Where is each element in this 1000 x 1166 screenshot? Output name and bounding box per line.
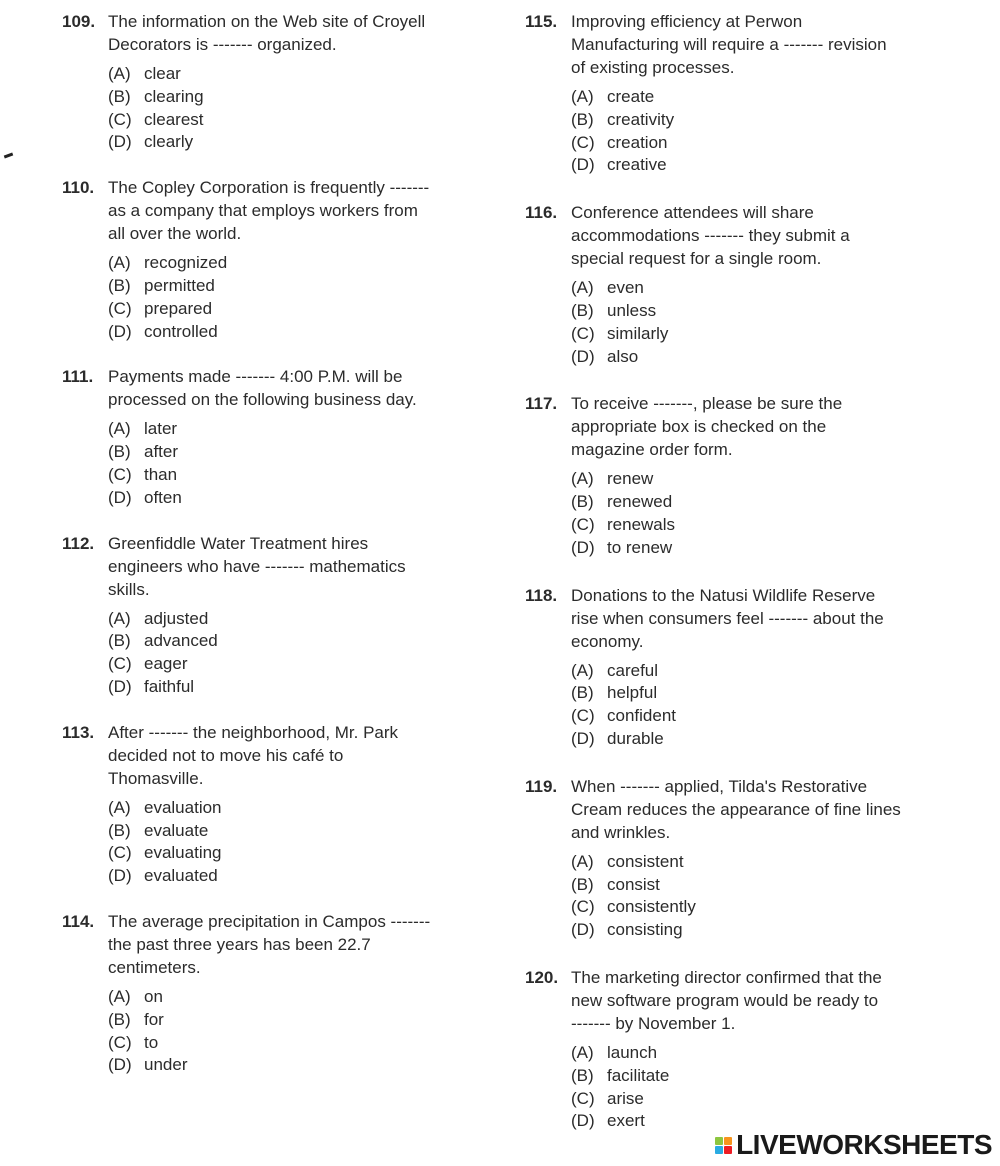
option-letter: (B) bbox=[571, 683, 594, 703]
option-text: helpful bbox=[607, 683, 658, 703]
option-letter: (B) bbox=[108, 442, 131, 462]
question bbox=[62, 721, 502, 888]
answer-option[interactable] bbox=[108, 608, 502, 631]
option-letter: (A) bbox=[571, 278, 594, 298]
answer-options bbox=[108, 608, 502, 699]
option-letter: (A) bbox=[571, 87, 594, 106]
option-letter: (A) bbox=[571, 660, 594, 680]
question-text: The Copley Corporation is frequently ------- as a company that employs workers from all over the world. bbox=[108, 178, 430, 244]
option-text: creation bbox=[607, 132, 668, 152]
option-letter: (C) bbox=[571, 1088, 595, 1108]
option-text: exert bbox=[607, 1111, 645, 1131]
option-text: facilitate bbox=[607, 1065, 670, 1085]
answer-option[interactable] bbox=[108, 252, 502, 275]
option-text: permitted bbox=[144, 275, 215, 295]
option-text: confident bbox=[607, 706, 676, 726]
option-letter: (D) bbox=[571, 920, 595, 940]
question-text: The average precipitation in Campos ------- the past three years has been 22.7 centimeters. bbox=[108, 911, 431, 977]
answer-option[interactable] bbox=[571, 514, 975, 537]
option-text: create bbox=[607, 87, 655, 106]
option-text: after bbox=[144, 442, 179, 462]
question bbox=[525, 584, 975, 751]
liveworksheets-logo bbox=[715, 1130, 992, 1160]
option-letter: (A) bbox=[108, 253, 131, 273]
answer-option[interactable] bbox=[108, 441, 502, 464]
option-letter: (B) bbox=[571, 492, 594, 512]
option-text: controlled bbox=[144, 321, 218, 341]
answer-option[interactable] bbox=[571, 154, 975, 177]
option-text: adjusted bbox=[144, 608, 209, 628]
logo-tile-4 bbox=[724, 1146, 732, 1154]
option-text: than bbox=[144, 464, 178, 484]
option-text: clearing bbox=[144, 86, 204, 106]
answer-option[interactable] bbox=[571, 300, 975, 323]
option-letter: (B) bbox=[108, 1009, 131, 1029]
option-text: advanced bbox=[144, 631, 218, 651]
option-text: to renew bbox=[607, 537, 673, 557]
option-text: evaluate bbox=[144, 820, 209, 840]
answer-option[interactable] bbox=[571, 468, 975, 491]
answer-option[interactable] bbox=[571, 323, 975, 346]
answer-option[interactable] bbox=[108, 418, 502, 441]
option-letter: (C) bbox=[571, 514, 595, 534]
option-letter: (B) bbox=[571, 300, 594, 320]
answer-options bbox=[571, 1042, 975, 1133]
answer-option[interactable] bbox=[108, 676, 502, 699]
logo-tile-1 bbox=[715, 1137, 723, 1145]
question-text: The information on the Web site of Croyell Decorators is ------- organized. bbox=[108, 12, 426, 54]
answer-options bbox=[108, 797, 502, 888]
option-letter: (A) bbox=[571, 851, 594, 871]
answer-options bbox=[571, 468, 975, 559]
option-letter: (C) bbox=[108, 464, 132, 484]
question-number: 119. bbox=[525, 776, 558, 796]
answer-option[interactable] bbox=[571, 1065, 975, 1088]
answer-option[interactable] bbox=[108, 797, 502, 820]
answer-option[interactable] bbox=[108, 131, 502, 154]
question-text: Improving efficiency at Perwon Manufacturing will require a ------- revision of existing processes. bbox=[571, 12, 887, 77]
option-text: renewals bbox=[607, 514, 676, 534]
answer-option[interactable] bbox=[571, 851, 975, 874]
answer-option[interactable] bbox=[108, 109, 502, 132]
answer-option[interactable] bbox=[108, 842, 502, 865]
answer-option[interactable] bbox=[108, 298, 502, 321]
question bbox=[62, 365, 502, 509]
answer-option[interactable] bbox=[571, 896, 975, 919]
answer-option[interactable] bbox=[108, 464, 502, 487]
question-number: 117. bbox=[525, 394, 558, 414]
answer-options bbox=[571, 851, 975, 942]
option-letter: (A) bbox=[571, 469, 594, 489]
option-text: to bbox=[144, 1032, 159, 1052]
question-number: 115. bbox=[525, 12, 558, 31]
option-letter: (B) bbox=[108, 631, 131, 651]
question bbox=[525, 775, 975, 942]
option-letter: (B) bbox=[571, 1065, 594, 1085]
option-letter: (C) bbox=[108, 843, 132, 863]
answer-option[interactable] bbox=[571, 1088, 975, 1111]
option-letter: (C) bbox=[571, 897, 595, 917]
answer-options bbox=[571, 277, 975, 368]
question-text: Greenfiddle Water Treatment hires engineers who have ------- mathematics skills. bbox=[108, 533, 406, 599]
option-text: clearly bbox=[144, 132, 194, 152]
option-letter: (A) bbox=[108, 608, 131, 628]
answer-options bbox=[571, 86, 975, 177]
option-text: even bbox=[607, 278, 644, 298]
option-text: consistently bbox=[607, 897, 696, 917]
option-letter: (D) bbox=[108, 487, 132, 507]
answer-option[interactable] bbox=[108, 275, 502, 298]
answer-option[interactable] bbox=[108, 321, 502, 344]
answer-option[interactable] bbox=[571, 705, 975, 728]
answer-options bbox=[108, 986, 502, 1077]
option-text: renew bbox=[607, 469, 654, 489]
option-text: later bbox=[144, 419, 178, 439]
option-letter: (A) bbox=[108, 797, 131, 817]
option-letter: (D) bbox=[108, 132, 132, 152]
answer-option[interactable] bbox=[108, 1009, 502, 1032]
logo-tile-2 bbox=[724, 1137, 732, 1145]
option-letter: (B) bbox=[108, 820, 131, 840]
answer-option[interactable] bbox=[571, 874, 975, 897]
option-text: creative bbox=[607, 155, 667, 175]
option-text: evaluating bbox=[144, 843, 222, 863]
logo-tile-3 bbox=[715, 1146, 723, 1154]
option-letter: (C) bbox=[108, 298, 132, 318]
option-text: also bbox=[607, 346, 639, 366]
option-text: on bbox=[144, 986, 163, 1006]
option-text: arise bbox=[607, 1088, 644, 1108]
answer-option[interactable] bbox=[108, 865, 502, 888]
question bbox=[62, 532, 502, 699]
option-letter: (B) bbox=[108, 275, 131, 295]
option-text: evaluated bbox=[144, 866, 218, 886]
pen-mark bbox=[4, 153, 13, 159]
option-letter: (D) bbox=[108, 676, 132, 696]
answer-option[interactable] bbox=[108, 986, 502, 1009]
question-number: 110. bbox=[62, 178, 95, 198]
left-column bbox=[62, 10, 502, 1077]
answer-option[interactable] bbox=[571, 86, 975, 109]
option-text: clear bbox=[144, 64, 181, 83]
option-text: for bbox=[144, 1009, 164, 1029]
option-letter: (B) bbox=[108, 86, 131, 106]
answer-option[interactable] bbox=[108, 630, 502, 653]
option-letter: (C) bbox=[108, 654, 132, 674]
option-letter: (D) bbox=[571, 728, 595, 748]
question bbox=[525, 10, 975, 177]
question bbox=[62, 10, 502, 154]
option-letter: (B) bbox=[571, 874, 594, 894]
option-text: consist bbox=[607, 874, 660, 894]
question-number: 120. bbox=[525, 967, 559, 987]
question-number: 112. bbox=[62, 533, 95, 553]
question-text: After ------- the neighborhood, Mr. Park decided not to move his café to Thomasville. bbox=[108, 722, 399, 788]
option-letter: (D) bbox=[571, 155, 595, 175]
option-text: creativity bbox=[607, 109, 675, 129]
question-text: To receive -------, please be sure the appropriate box is checked on the magazine order form. bbox=[571, 394, 843, 460]
option-text: clearest bbox=[144, 109, 204, 129]
answer-option[interactable] bbox=[571, 682, 975, 705]
option-letter: (A) bbox=[108, 64, 131, 83]
answer-option[interactable] bbox=[571, 728, 975, 751]
answer-option[interactable] bbox=[108, 63, 502, 86]
answer-option[interactable] bbox=[108, 1032, 502, 1055]
option-letter: (C) bbox=[571, 323, 595, 343]
option-text: launch bbox=[607, 1042, 658, 1062]
option-letter: (D) bbox=[108, 866, 132, 886]
right-column bbox=[525, 10, 975, 1133]
option-letter: (A) bbox=[571, 1042, 594, 1062]
logo-text: LIVEWORKSHEETS bbox=[736, 1129, 992, 1160]
logo-tiles-icon bbox=[715, 1137, 732, 1154]
question bbox=[62, 910, 502, 1077]
option-text: under bbox=[144, 1055, 188, 1075]
option-letter: (A) bbox=[108, 986, 131, 1006]
answer-option[interactable] bbox=[108, 487, 502, 510]
answer-options bbox=[571, 660, 975, 751]
option-text: often bbox=[144, 487, 182, 507]
option-letter: (B) bbox=[571, 109, 594, 129]
option-letter: (C) bbox=[108, 109, 132, 129]
option-letter: (D) bbox=[108, 1055, 132, 1075]
answer-option[interactable] bbox=[571, 660, 975, 683]
answer-options bbox=[108, 63, 502, 154]
question bbox=[62, 176, 502, 343]
option-letter: (D) bbox=[571, 1111, 595, 1131]
option-text: prepared bbox=[144, 298, 213, 318]
option-letter: (D) bbox=[571, 537, 595, 557]
question-text: Conference attendees will share accommodations ------- they submit a special request for a single room. bbox=[571, 203, 850, 269]
answer-options bbox=[108, 252, 502, 343]
option-text: evaluation bbox=[144, 797, 222, 817]
option-letter: (A) bbox=[108, 419, 131, 439]
answer-option[interactable] bbox=[108, 86, 502, 109]
option-letter: (C) bbox=[108, 1032, 132, 1052]
question bbox=[525, 966, 975, 1133]
answer-option[interactable] bbox=[571, 277, 975, 300]
question-text: The marketing director confirmed that the new software program would be ready to ------- by November 1. bbox=[571, 967, 882, 1033]
answer-option[interactable] bbox=[108, 820, 502, 843]
answer-options bbox=[108, 418, 502, 509]
option-letter: (D) bbox=[108, 321, 132, 341]
answer-option[interactable] bbox=[571, 109, 975, 132]
option-text: consistent bbox=[607, 851, 684, 871]
option-letter: (D) bbox=[571, 346, 595, 366]
answer-option[interactable] bbox=[571, 346, 975, 369]
option-letter: (C) bbox=[571, 706, 595, 726]
option-text: faithful bbox=[144, 676, 195, 696]
option-text: durable bbox=[607, 728, 664, 748]
answer-option[interactable] bbox=[108, 653, 502, 676]
option-text: renewed bbox=[607, 492, 673, 512]
answer-option[interactable] bbox=[571, 1042, 975, 1065]
question-number: 116. bbox=[525, 203, 558, 223]
question-text: Payments made ------- 4:00 P.M. will be processed on the following business day. bbox=[108, 367, 417, 410]
question-text: Donations to the Natusi Wildlife Reserve rise when consumers feel ------- about the economy. bbox=[571, 585, 884, 651]
option-text: careful bbox=[607, 660, 659, 680]
option-text: similarly bbox=[607, 323, 669, 343]
option-text: consisting bbox=[607, 920, 683, 940]
answer-option[interactable] bbox=[571, 491, 975, 514]
question bbox=[525, 201, 975, 368]
answer-option[interactable] bbox=[571, 537, 975, 560]
question-number: 113. bbox=[62, 722, 95, 742]
question-number: 114. bbox=[62, 911, 95, 931]
question-number: 118. bbox=[525, 585, 558, 605]
option-text: recognized bbox=[144, 253, 228, 273]
question-number: 109. bbox=[62, 12, 96, 31]
answer-option[interactable] bbox=[571, 132, 975, 155]
option-letter: (C) bbox=[571, 132, 595, 152]
answer-option[interactable] bbox=[108, 1054, 502, 1077]
option-text: unless bbox=[607, 300, 657, 320]
question bbox=[525, 392, 975, 559]
option-text: eager bbox=[144, 654, 188, 674]
answer-option[interactable] bbox=[571, 919, 975, 942]
question-text: When ------- applied, Tilda's Restorative Cream reduces the appearance of fine lines and wrinkles. bbox=[571, 776, 901, 842]
question-number: 111. bbox=[62, 367, 94, 387]
